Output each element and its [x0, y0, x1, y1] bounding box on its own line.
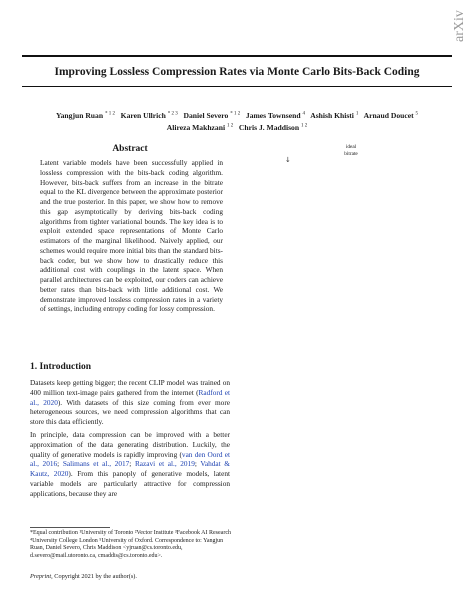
arxiv-sidebar-stamp: arXiv	[452, 10, 467, 42]
citation-link[interactable]: Radford et al., 2020	[30, 387, 230, 407]
figure-label-ideal-bitrate: ideal bitrate	[344, 144, 358, 157]
author-list	[30, 108, 444, 133]
abstract-heading: Abstract	[112, 144, 148, 154]
preprint-notice: Preprint, Copyright 2021 by the author(s).	[30, 573, 137, 580]
citation-link[interactable]: Vahdat & Kautz, 2020	[30, 459, 230, 478]
author-8: Chris J. Maddison $^{1 2}$	[238, 123, 308, 133]
author-1: Yangjun Ruan $^{* 1 2}$	[55, 110, 115, 120]
author-5: Ashish Khisti $^1$	[310, 110, 359, 120]
title-rule-bottom	[22, 86, 452, 87]
author-4: James Townsend $^4$	[245, 110, 305, 120]
author-7: Alireza Makhzani $^{1 2}$	[166, 123, 234, 133]
intro-paragraph-1: Datasets keep getting bigger; the recent CLIP model was trained on 400 million text-image pairs gathered from the internet (Radford et al., 2020). With datasets of this size coming from ever more heterogeneous sources, we need compression algorithms that can store this data efficiently.	[30, 378, 230, 426]
author-6: Arnaud Doucet $^5$	[363, 110, 419, 120]
intro-paragraph-2: In principle, data compression can be improved with a better approximation of the data generating distribution. Luckily, the quality of generative models is rapidly improving (van den Oord et al., 2016; Salimans et al., 2017; Razavi et al., 2019; Vahdat & Kautz, 2020). From this panoply of generative models, latent variable models are particularly attractive for compression applications, because they are	[30, 430, 230, 498]
citation-link[interactable]: Salimans et al., 2017	[62, 459, 130, 469]
section-heading-introduction: 1. Introduction	[30, 362, 92, 372]
author-3: Daniel Severo $^{* 1 2}$	[183, 110, 241, 120]
author-2: Karen Ullrich $^{* 2 3}$	[120, 110, 178, 120]
abstract-body: Latent variable models have been successfully applied in lossless compression with the bits-back coding algorithm. However, bits-back suffers from an increase in the bitrate equal to the KL divergence between the approximate posterior and the true posterior. In this paper, we show how to remove this gap asymptotically by deriving bits-back coding algorithms from tighter variational bounds. The key idea is to exploit extended space representations of Monte Carlo estimators of the marginal likelihood. Naively applied, our schemes would require more initial bits than the standard bits-back coder, but we show how to drastically reduce this additional cost with couplings in the latent space. When parallel architectures can be exploited, our coders can achieve better rates than bits-back with little additional cost. We demonstrate improved lossless compression rates in a variety of settings, including entropy coding for lossy compression.	[40, 158, 223, 314]
affiliation-footnote: *Equal contribution ¹University of Toronto ²Vector Institute ³Facebook AI Research ⁴University College London ⁵University of Oxford. Correspondence to: Yangjun Ruan, Daniel Severo, Chris Maddison <yjruan@cs.toronto.edu, d.severo@mail.utoronto.ca, cmaddis@cs.toronto.edu>.	[30, 530, 231, 559]
down-arrow-icon: ↓	[285, 156, 291, 164]
citation-link[interactable]: van den Oord et al., 2016	[30, 449, 230, 469]
citation-link[interactable]: Razavi et al., 2019	[134, 459, 195, 469]
paper-title: Improving Lossless Compression Rates via Monte Carlo Bits-Back Coding	[54, 66, 420, 78]
title-rule-top	[22, 55, 452, 57]
footnote-rule	[30, 527, 110, 528]
